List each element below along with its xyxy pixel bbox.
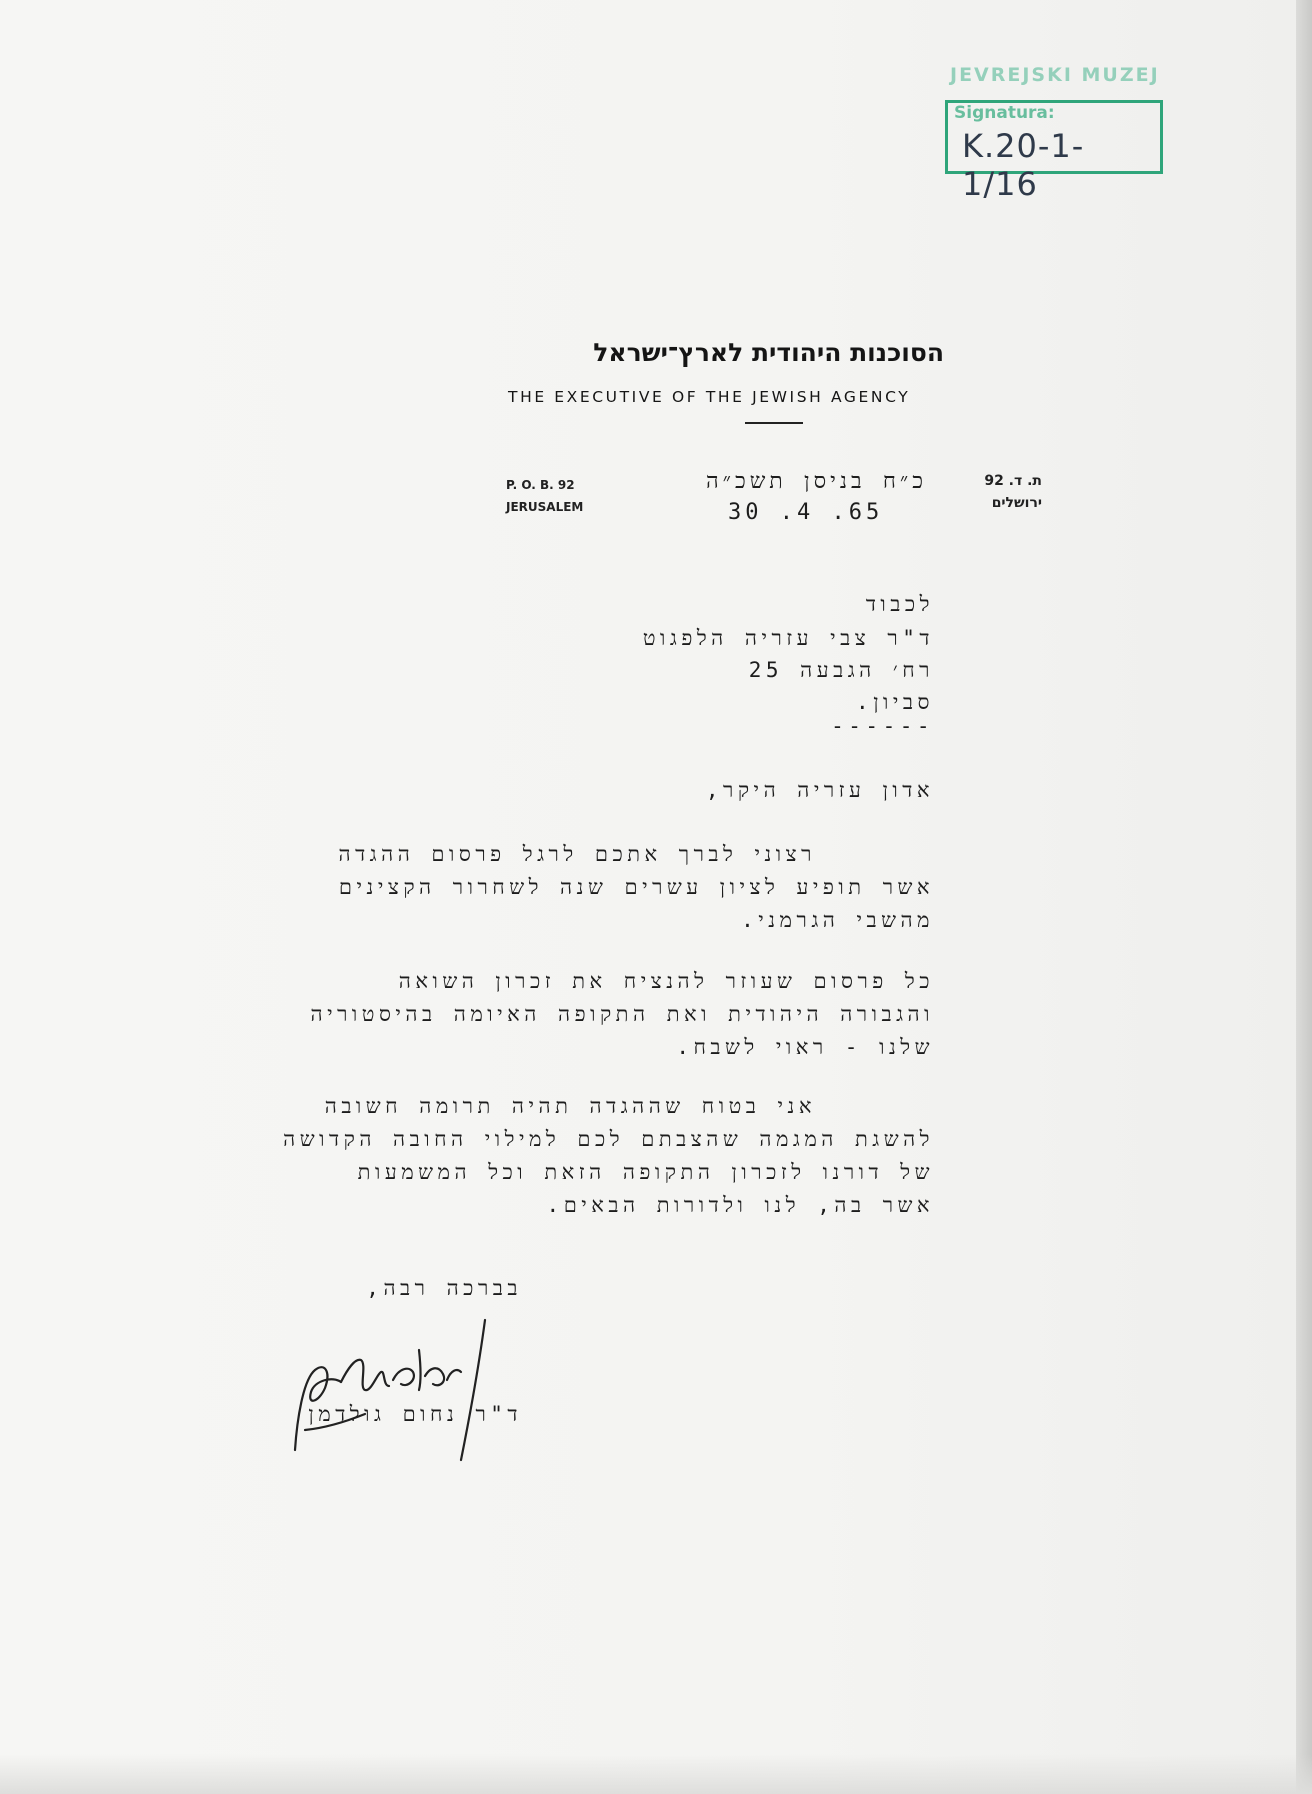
pob-en-line1: P. O. B. 92	[506, 478, 575, 492]
page-bottom-shadow	[0, 1754, 1312, 1794]
recipient-salutation: לכבוד	[865, 592, 934, 616]
date-gregorian: 30 .4 .65	[728, 500, 884, 525]
handwritten-signature	[285, 1310, 545, 1470]
greeting: אדון עזריה היקר,	[705, 778, 934, 802]
stamp-institution: JEVREJSKI MUZEJ	[950, 64, 1160, 86]
paragraph-line: והגבורה היהודית ואת התקופה האיומה בהיסטוריה	[310, 1002, 934, 1026]
paragraph-line: שלנו - ראוי לשבח.	[676, 1035, 934, 1059]
pob-english	[506, 474, 583, 518]
archive-stamp	[945, 100, 1163, 203]
pob-he-line2: ירושלים	[991, 495, 1042, 511]
paragraph-line: אשר תופיע לציון עשרים שנה לשחרור הקצינים	[338, 875, 934, 899]
closing: בברכה רבה,	[366, 1276, 522, 1300]
pob-hebrew	[984, 470, 1042, 514]
date-hebrew: כ״ח בניסן תשכ״ה	[705, 469, 927, 494]
stamp-label: Signatura:	[954, 103, 1055, 123]
pob-he-line1: ת. ד. 92	[984, 473, 1042, 489]
paragraph-line: אשר בה, לנו ולדורות הבאים.	[546, 1193, 934, 1217]
paragraph-line: רצוני לברך אתכם לרגל פרסום ההגדה	[338, 842, 816, 866]
recipient-underline: ------	[831, 714, 934, 738]
letterhead-english: THE EXECUTIVE OF THE JEWISH AGENCY	[508, 388, 911, 406]
letterhead-rule	[745, 422, 803, 424]
paragraph-line: כל פרסום שעוזר להנציח את זכרון השואה	[398, 969, 934, 993]
paragraph-line: אני בטוח שההגדה תהיה תרומה חשובה	[324, 1094, 816, 1118]
page-edge-shadow	[1296, 0, 1312, 1794]
paragraph-1	[339, 838, 935, 937]
paragraph-line: של דורנו לזכרון התקופה הזאת וכל המשמעות	[357, 1160, 934, 1184]
letterhead-hebrew: הסוכנות היהודית לארץ־ישראל	[593, 338, 944, 367]
paragraph-line: מהשבי הגרמני.	[741, 908, 934, 932]
signer-name: ד"ר נחום גולדמן	[308, 1402, 522, 1426]
paragraph-line: להשגת המגמה שהצבתם לכם למילוי החובה הקדושה	[283, 1127, 934, 1151]
pob-en-line2: JERUSALEM	[506, 500, 584, 514]
recipient-city: סביון.	[856, 690, 934, 714]
recipient-street: רח׳ הגבעה 25	[748, 658, 934, 682]
paragraph-3	[283, 1090, 934, 1222]
stamp-value: K.20-1-1/16	[962, 127, 1085, 203]
recipient-name: ד"ר צבי עזריה הלפגוט	[642, 626, 934, 650]
paragraph-2	[311, 965, 935, 1064]
